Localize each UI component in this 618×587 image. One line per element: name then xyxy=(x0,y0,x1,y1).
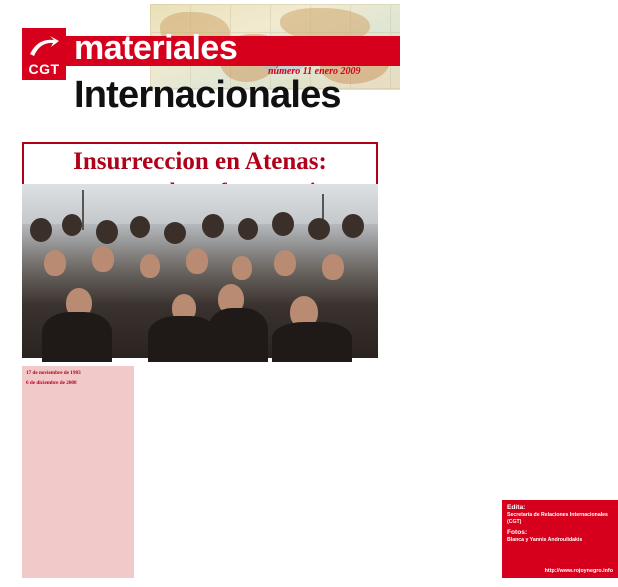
cgt-logo xyxy=(22,28,66,80)
issue-number: número 11 enero 2009 xyxy=(268,66,361,77)
masthead-title-materiales: materiales xyxy=(74,29,238,67)
protest-crowd-photo xyxy=(22,184,378,358)
masthead xyxy=(0,0,400,116)
credits-fotos-label: Fotos: xyxy=(507,529,528,536)
date-heading-1: 17 de noviembre de 1983 xyxy=(26,370,81,376)
credits-edita-value: Secretaría de Relaciones Internacionales (CGT) xyxy=(507,512,608,525)
cgt-arrow-icon xyxy=(28,34,60,60)
masthead-title-internacionales: Internacionales xyxy=(74,74,341,116)
column-1 xyxy=(22,366,134,578)
credits-box xyxy=(502,500,618,578)
credits-edita-label: Edita: xyxy=(507,504,526,511)
column-2 xyxy=(140,366,256,578)
credits-fotos-value: Blanca y Yannis Androulidakis xyxy=(507,537,583,543)
column-3 xyxy=(262,366,613,578)
cgt-logo-text: CGT xyxy=(28,61,60,77)
article-columns xyxy=(22,366,613,578)
headline-title: Insurreccion en Atenas: xyxy=(73,148,327,175)
website-link[interactable]: http://www.rojoynegro.info xyxy=(544,568,613,574)
date-heading-2: 6 de diciembre de 2008 xyxy=(26,380,77,386)
